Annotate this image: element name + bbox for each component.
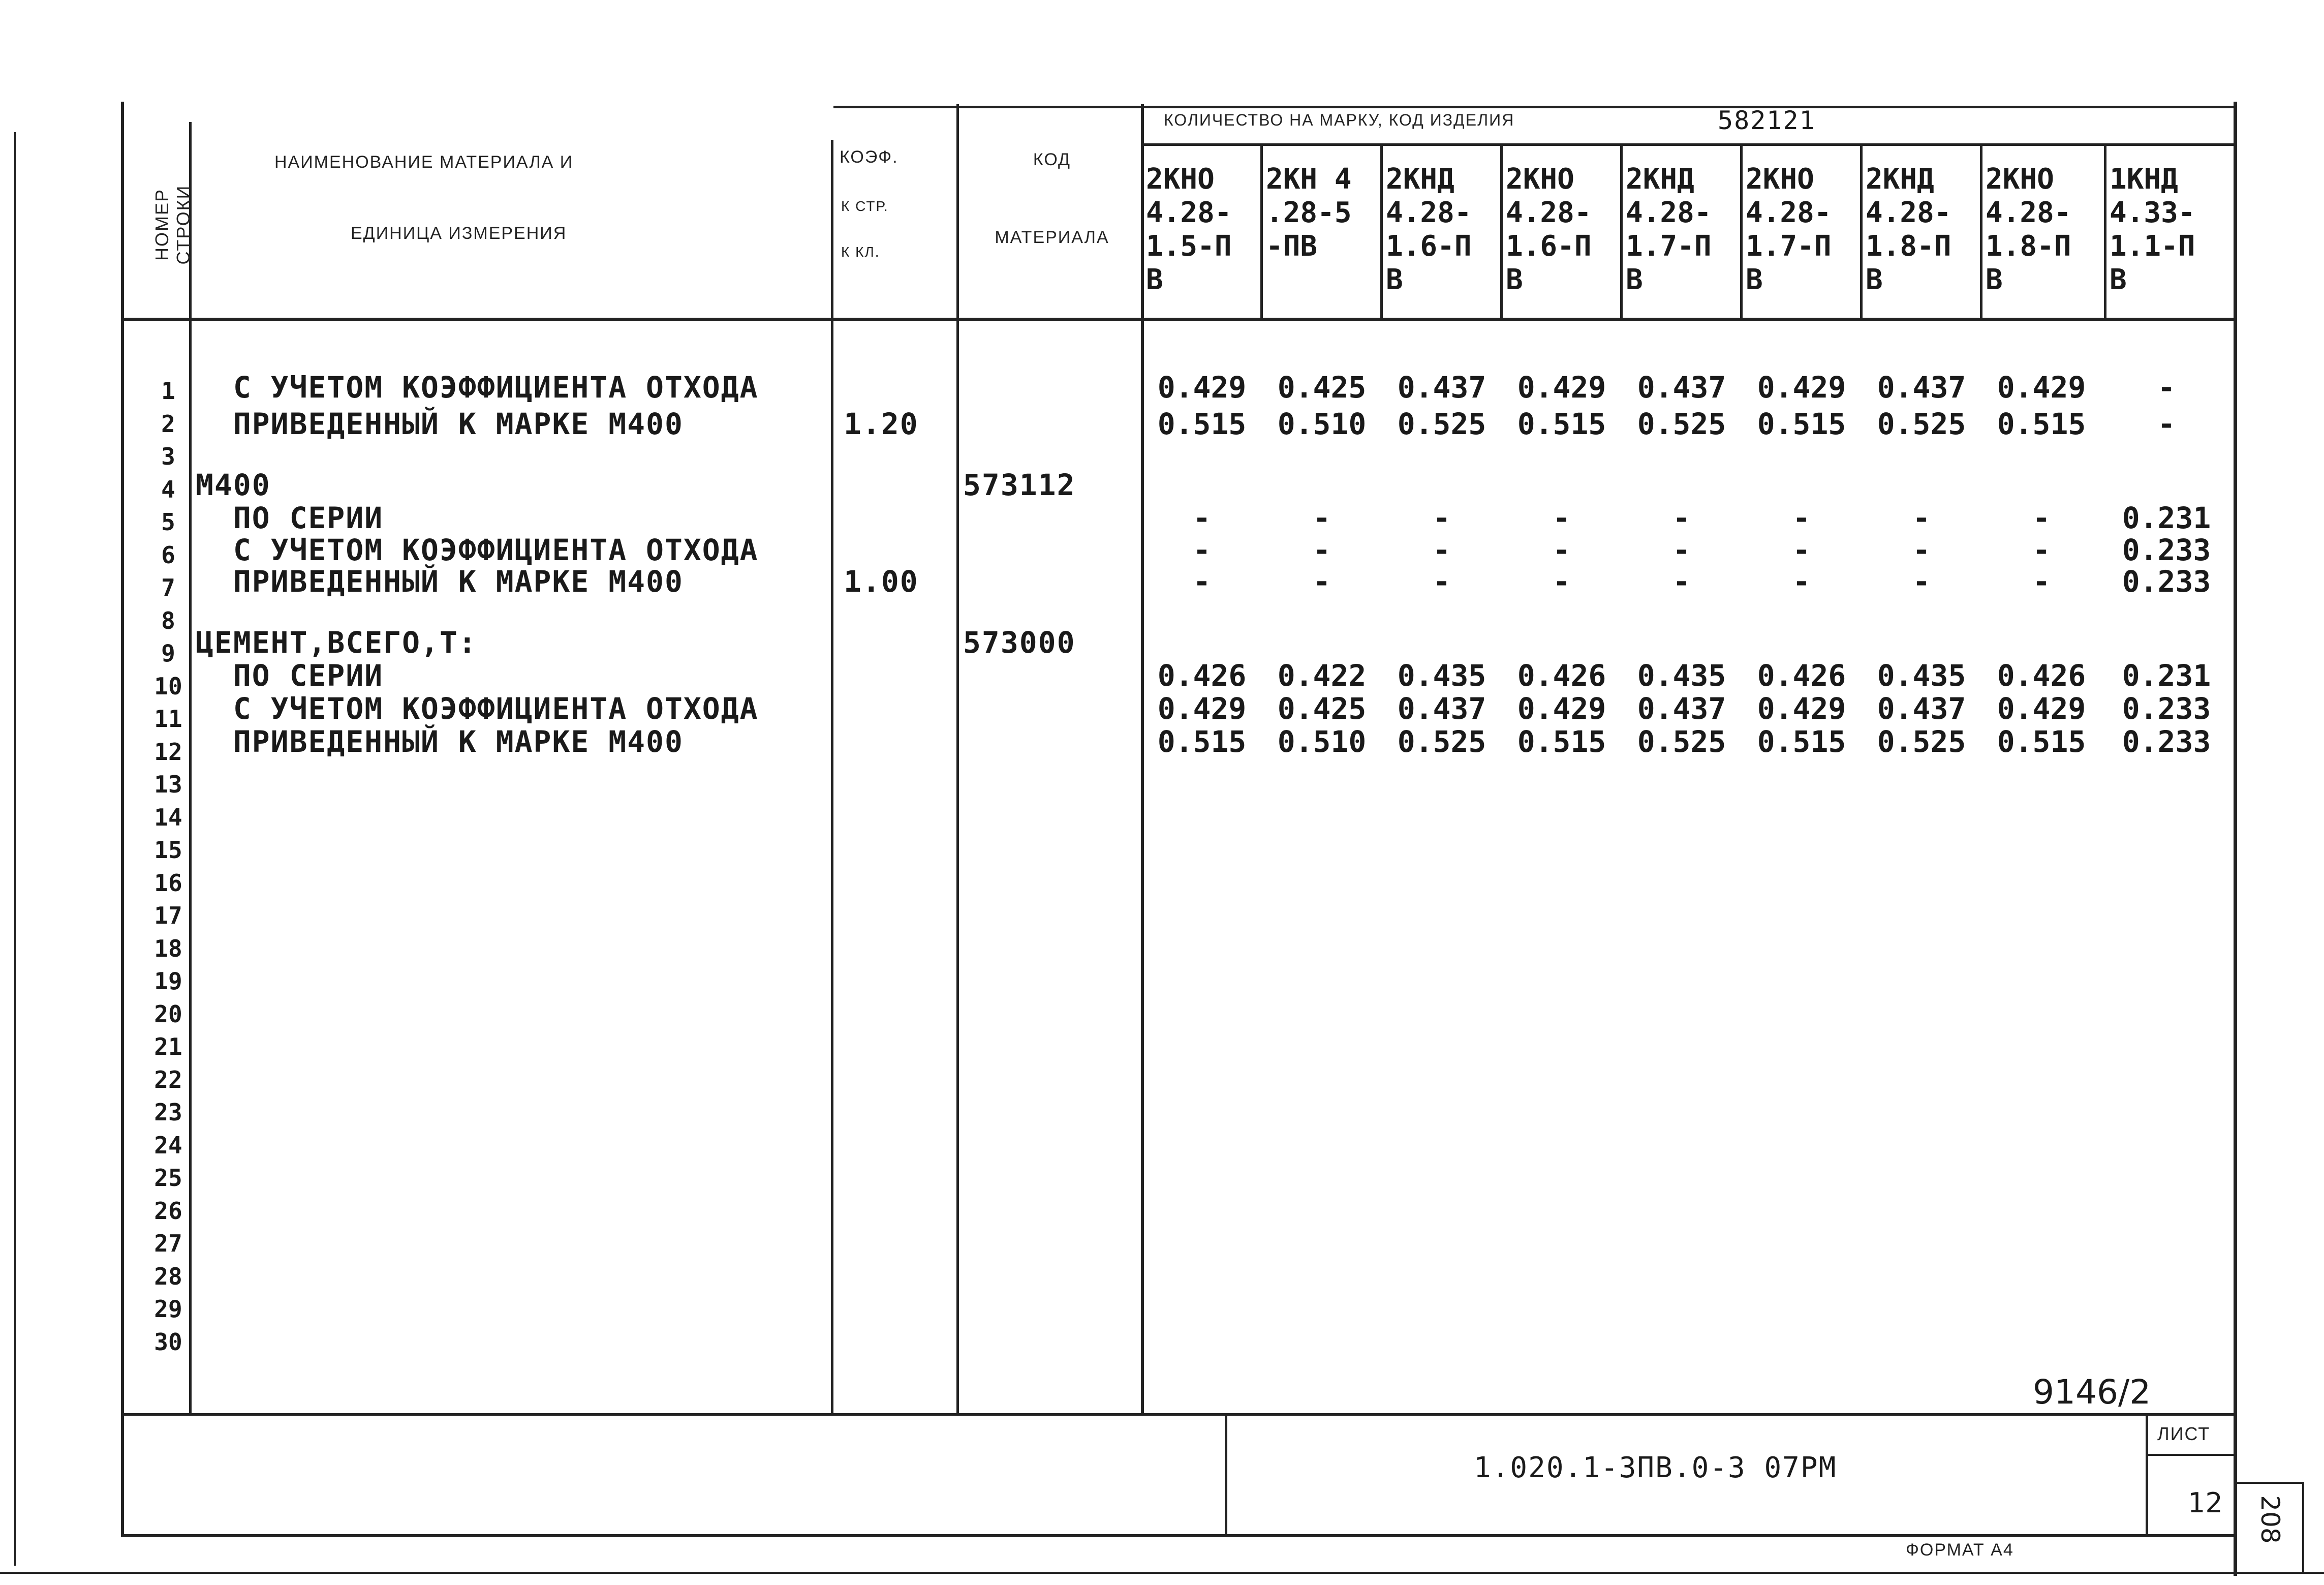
quantity-value: 0.435 — [1637, 658, 1726, 693]
quantity-value: 0.515 — [1157, 724, 1247, 759]
row-number: 14 — [154, 803, 182, 831]
quantity-value: 0.429 — [1757, 370, 1846, 405]
quantity-value: 0.525 — [1877, 407, 1966, 441]
quantity-value: 0.429 — [1157, 370, 1247, 405]
frame-right-border — [2234, 102, 2237, 1576]
mark-header-7: 2КНД 4.28- 1.8-П В — [1866, 163, 1951, 296]
format-label: ФОРМАТ А4 — [1906, 1540, 2014, 1560]
quantity-value: 0.233 — [2122, 724, 2211, 759]
quantity-value: 0.437 — [1877, 691, 1966, 726]
quantity-value: 0.525 — [1637, 724, 1726, 759]
titleblock-top-border — [121, 1413, 2236, 1416]
quantity-value: - — [1313, 501, 1331, 535]
coef-header-line2: К СТР. — [841, 198, 889, 214]
sheet-label: ЛИСТ — [2157, 1423, 2211, 1444]
material-code: 573112 — [963, 468, 1076, 502]
quantity-value: - — [1792, 533, 1811, 567]
material-name: ПРИВЕДЕННЫЙ К МАРКЕ М400 — [196, 564, 684, 599]
header-top-border — [833, 106, 2236, 108]
side-number: 208 — [2255, 1495, 2285, 1544]
material-name: С УЧЕТОМ КОЭФФИЦИЕНТА ОТХОДА — [196, 533, 759, 567]
quantity-value: 0.233 — [2122, 564, 2211, 599]
quantity-value: 0.426 — [1757, 658, 1846, 693]
quantity-value: - — [2032, 533, 2051, 567]
row-number: 8 — [161, 606, 175, 634]
quantity-value: 0.437 — [1637, 691, 1726, 726]
quantity-value: 0.435 — [1877, 658, 1966, 693]
quantity-value: 0.429 — [1517, 370, 1606, 405]
page-bottom-rule — [0, 1572, 2324, 1574]
page-left-rule — [14, 132, 16, 1566]
quantity-value: 0.425 — [1277, 370, 1367, 405]
material-name-header-line2: ЕДИНИЦА ИЗМЕРЕНИЯ — [351, 224, 567, 243]
quantity-value: - — [1912, 564, 1931, 599]
quantity-value: 0.525 — [1637, 407, 1726, 441]
row-number: 23 — [154, 1099, 182, 1126]
quantity-value: 0.425 — [1277, 691, 1367, 726]
row-number: 26 — [154, 1197, 182, 1225]
material-name: С УЧЕТОМ КОЭФФИЦИЕНТА ОТХОДА — [196, 691, 759, 726]
quantity-value: 0.510 — [1277, 407, 1367, 441]
product-code: 582121 — [1718, 106, 1816, 135]
coef-header-line1: КОЭФ. — [840, 147, 898, 167]
quantity-value: 0.510 — [1277, 724, 1367, 759]
quantity-value: - — [1912, 533, 1931, 567]
divider-mark-8 — [2104, 144, 2106, 319]
quantity-value: - — [2032, 564, 2051, 599]
frame-left-border — [121, 102, 124, 1535]
row-number: 9 — [161, 639, 175, 667]
divider-name — [831, 140, 833, 1413]
material-name: С УЧЕТОМ КОЭФФИЦИЕНТА ОТХОДА — [196, 370, 759, 405]
quantity-value: 0.233 — [2122, 691, 2211, 726]
quantity-value: 0.437 — [1877, 370, 1966, 405]
quantity-value: - — [2157, 370, 2176, 405]
row-number: 17 — [154, 902, 182, 929]
quantity-value: 0.429 — [1157, 691, 1247, 726]
quantity-value: 0.426 — [1517, 658, 1606, 693]
quantity-value: 0.233 — [2122, 533, 2211, 567]
coef-value: 1.20 — [844, 407, 919, 441]
titleblock-divider — [1225, 1413, 1227, 1535]
frame-bottom-border — [121, 1534, 2237, 1537]
material-name: ПО СЕРИИ — [196, 658, 384, 693]
quantity-value: 0.515 — [1517, 724, 1606, 759]
quantity-value: - — [1433, 533, 1451, 567]
quantity-value: - — [1193, 501, 1211, 535]
sheet-box-left — [2146, 1413, 2148, 1535]
row-number: 12 — [154, 738, 182, 766]
side-box-top — [2236, 1482, 2304, 1484]
sheet-number: 12 — [2188, 1487, 2223, 1519]
row-number: 10 — [154, 672, 182, 700]
row-number: 1 — [161, 377, 175, 405]
material-name: ЦЕМЕНТ,ВСЕГО,Т: — [196, 625, 477, 660]
quantity-value: 0.435 — [1397, 658, 1486, 693]
mark-header-4: 2КНО 4.28- 1.6-П В — [1506, 163, 1592, 296]
row-number: 11 — [154, 705, 182, 733]
quantity-value: 0.437 — [1637, 370, 1726, 405]
quantity-value: - — [1193, 533, 1211, 567]
quantity-value: 0.525 — [1397, 407, 1486, 441]
side-box-right — [2302, 1482, 2304, 1573]
quantity-value: - — [1193, 564, 1211, 599]
quantity-value: - — [2032, 501, 2051, 535]
quantity-value: - — [1313, 564, 1331, 599]
quantity-value: 0.231 — [2122, 658, 2211, 693]
quantity-value: - — [1553, 533, 1571, 567]
quantity-value: - — [1672, 533, 1691, 567]
quantity-value: 0.426 — [1997, 658, 2086, 693]
quantity-value: 0.437 — [1397, 691, 1486, 726]
coef-header-line3: К КЛ. — [841, 244, 880, 260]
material-name: ПО СЕРИИ — [196, 501, 384, 535]
quantity-header: КОЛИЧЕСТВО НА МАРКУ, КОД ИЗДЕЛИЯ — [1164, 111, 1515, 129]
row-number: 6 — [161, 541, 175, 569]
divider-coef — [956, 104, 959, 1413]
quantity-value: 0.515 — [1997, 724, 2086, 759]
quantity-value: - — [1792, 501, 1811, 535]
row-number: 29 — [154, 1295, 182, 1323]
row-number: 5 — [161, 508, 175, 536]
quantity-value: - — [2157, 407, 2176, 441]
quantity-value: - — [1433, 564, 1451, 599]
row-number: 3 — [161, 443, 175, 470]
quantity-value: - — [1792, 564, 1811, 599]
quantity-value: - — [1553, 564, 1571, 599]
sheet-box-divider — [2146, 1454, 2236, 1456]
row-number: 19 — [154, 967, 182, 995]
row-number: 24 — [154, 1131, 182, 1159]
designation: 1.020.1-3ПВ.0-3 07РМ — [1474, 1451, 1837, 1484]
code-header-line1: КОД — [1033, 150, 1071, 169]
mark-header-9: 1КНД 4.33- 1.1-П В — [2110, 163, 2195, 296]
header-bottom-border — [121, 318, 2236, 321]
quantity-value: 0.525 — [1397, 724, 1486, 759]
quantity-value: 0.437 — [1397, 370, 1486, 405]
mark-header-8: 2КНО 4.28- 1.8-П В — [1986, 163, 2071, 296]
quantity-value: 0.515 — [1157, 407, 1247, 441]
mark-header-3: 2КНД 4.28- 1.6-П В — [1386, 163, 1472, 296]
quantity-value: 0.525 — [1877, 724, 1966, 759]
row-number: 20 — [154, 1000, 182, 1028]
quantity-value: 0.429 — [1757, 691, 1846, 726]
mark-header-2: 2КН 4 .28-5 -ПВ — [1266, 163, 1352, 263]
row-number: 21 — [154, 1033, 182, 1060]
row-number: 15 — [154, 836, 182, 864]
doc-number: 9146/2 — [2033, 1373, 2151, 1412]
code-header-line2: МАТЕРИАЛА — [995, 228, 1109, 247]
material-name: ПРИВЕДЕННЫЙ К МАРКЕ М400 — [196, 724, 684, 759]
row-number: 27 — [154, 1230, 182, 1257]
mark-header-6: 2КНО 4.28- 1.7-П В — [1746, 163, 1832, 296]
material-code: 573000 — [963, 625, 1076, 660]
material-name: М400 — [196, 468, 271, 502]
quantity-value: - — [1553, 501, 1571, 535]
row-number: 7 — [161, 574, 175, 601]
quantity-value: - — [1912, 501, 1931, 535]
row-number: 30 — [154, 1328, 182, 1356]
quantity-value: - — [1672, 564, 1691, 599]
row-number-header: НОМЕР СТРОКИ — [151, 185, 194, 265]
quantity-value: 0.231 — [2122, 501, 2211, 535]
quantity-value: - — [1672, 501, 1691, 535]
quantity-value: 0.429 — [1997, 691, 2086, 726]
quantity-header-divider — [1141, 143, 2236, 146]
row-number: 28 — [154, 1262, 182, 1290]
material-name: ПРИВЕДЕННЫЙ К МАРКЕ М400 — [196, 407, 684, 441]
quantity-value: - — [1313, 533, 1331, 567]
row-number: 16 — [154, 869, 182, 897]
quantity-value: 0.515 — [1517, 407, 1606, 441]
quantity-value: - — [1433, 501, 1451, 535]
row-number: 13 — [154, 771, 182, 798]
quantity-value: 0.515 — [1757, 407, 1846, 441]
quantity-value: 0.515 — [1757, 724, 1846, 759]
quantity-value: 0.429 — [1997, 370, 2086, 405]
mark-header-1: 2КНО 4.28- 1.5-П В — [1146, 163, 1232, 296]
row-number: 2 — [161, 410, 175, 438]
quantity-value: 0.515 — [1997, 407, 2086, 441]
material-name-header-line1: НАИМЕНОВАНИЕ МАТЕРИАЛА И — [274, 153, 574, 172]
divider-rownum — [189, 122, 192, 1413]
row-number: 4 — [161, 475, 175, 503]
quantity-value: 0.429 — [1517, 691, 1606, 726]
coef-value: 1.00 — [844, 564, 919, 599]
quantity-value: 0.422 — [1277, 658, 1367, 693]
row-number: 18 — [154, 934, 182, 962]
row-number: 22 — [154, 1065, 182, 1093]
row-number: 25 — [154, 1164, 182, 1192]
mark-header-5: 2КНД 4.28- 1.7-П В — [1626, 163, 1712, 296]
quantity-value: 0.426 — [1157, 658, 1247, 693]
